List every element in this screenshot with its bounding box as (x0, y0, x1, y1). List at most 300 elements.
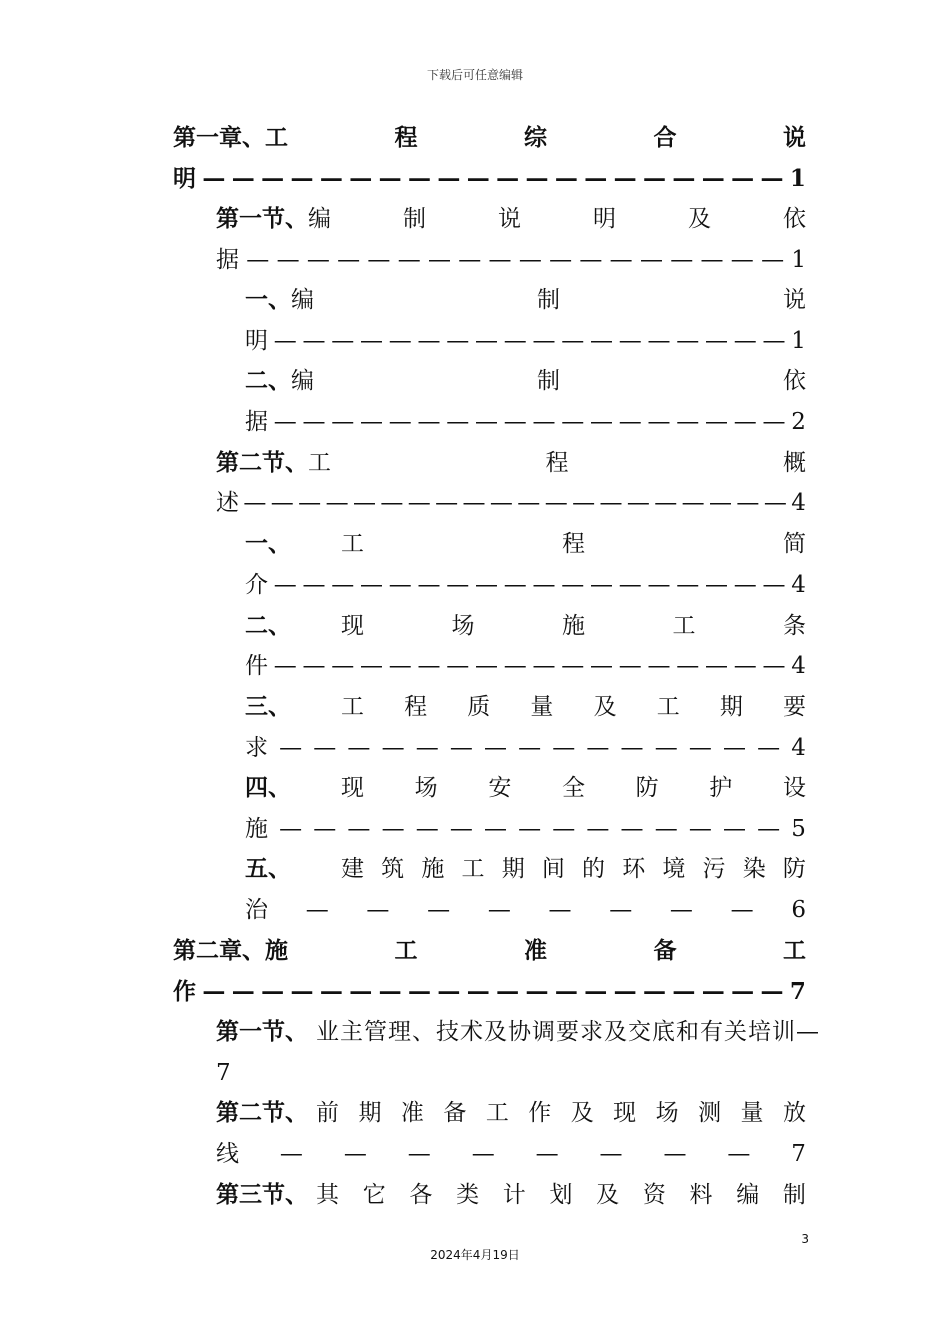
leader-dash: — (496, 165, 520, 192)
leader-dash: — (552, 735, 576, 761)
leader-dash: — (381, 816, 405, 842)
leader-dash: — (331, 572, 355, 598)
toc-entry-text (265, 118, 806, 158)
leader-dash: — (626, 490, 650, 516)
toc-entry-label: 第二节、 (216, 449, 308, 476)
toc-char: 其 (316, 1182, 339, 1208)
toc-line (245, 849, 806, 889)
toc-char: 件 (245, 653, 268, 679)
leader-dash: — (360, 572, 383, 598)
leader-dash: — (730, 247, 754, 273)
leader-dash: — (643, 165, 666, 192)
toc-char: 4 (791, 572, 806, 598)
page-date: 2024年4月19日 (430, 1248, 520, 1262)
toc-entry-text (173, 159, 806, 199)
toc-line (245, 280, 806, 320)
leader-dash: — (378, 165, 402, 192)
leader-dash: — (471, 1141, 495, 1167)
toc-char: 工 (341, 694, 364, 720)
toc-line (245, 890, 806, 930)
leader-dash: — (305, 897, 329, 923)
toc-char: 计 (502, 1182, 526, 1208)
toc-char: 1 (791, 328, 806, 354)
leader-dash: — (261, 165, 285, 192)
leader-dash: — (676, 328, 700, 354)
toc-entry-label: 第二章、 (173, 937, 265, 964)
toc-char: 概 (783, 450, 806, 476)
toc-char: 施 (265, 937, 288, 964)
toc-char: 制 (403, 206, 426, 232)
toc-char: 现 (341, 775, 364, 801)
toc-char: 放 (782, 1100, 806, 1126)
leader-dash: — (388, 653, 412, 679)
toc-line (245, 606, 806, 646)
toc-line (245, 728, 806, 768)
toc-char: 说 (498, 206, 521, 232)
toc-char: 程 (545, 450, 569, 476)
leader-dash: — (347, 816, 371, 842)
leader-dash: — (672, 165, 696, 192)
toc-char: 简 (783, 531, 806, 557)
toc-char: 1 (789, 165, 806, 192)
leader-dash: — (347, 735, 371, 761)
toc-entry-label: 第二节、 (216, 1099, 308, 1126)
toc-entry-text (316, 1175, 806, 1215)
toc-entry-text (245, 890, 806, 930)
toc-char: 述 (216, 490, 239, 516)
toc-entry-text (216, 240, 806, 280)
toc-char: 制 (782, 1182, 806, 1208)
leader-dash: — (325, 490, 349, 516)
leader-dash: — (672, 978, 696, 1005)
leader-dash: — (722, 735, 746, 761)
toc-char: 的 (582, 856, 606, 882)
leader-dash: — (483, 735, 507, 761)
leader-dash: — (388, 409, 412, 435)
leader-dash: — (620, 735, 644, 761)
leader-dash: — (763, 490, 787, 516)
toc-entry-text (291, 280, 806, 320)
leader-dash: — (618, 328, 642, 354)
toc-entry-label: 二、 (245, 612, 291, 639)
leader-dash: — (654, 816, 678, 842)
toc-char: 程 (562, 531, 585, 557)
toc-char: 现 (341, 613, 364, 639)
toc-line (216, 483, 806, 523)
toc-char: 工 (485, 1100, 509, 1126)
leader-dash: — (643, 978, 666, 1005)
toc-line (245, 402, 806, 442)
toc-entry-label: 一、 (245, 530, 291, 557)
leader-dash: — (705, 328, 728, 354)
leader-dash: — (609, 247, 633, 273)
leader-dash: — (762, 328, 786, 354)
toc-char: 依 (783, 206, 806, 232)
toc-char: 场 (655, 1100, 679, 1126)
leader-dash: — (618, 572, 642, 598)
toc-char: 间 (541, 856, 565, 882)
toc-char: 测 (698, 1100, 722, 1126)
leader-dash: — (446, 572, 470, 598)
toc-char: 期 (358, 1100, 382, 1126)
toc-char: 4 (791, 490, 806, 516)
toc-char: 说 (783, 124, 806, 151)
leader-dash: — (503, 409, 527, 435)
toc-entry-text (245, 728, 806, 768)
leader-dash: — (360, 328, 383, 354)
toc-char: 2 (791, 409, 806, 435)
leader-dash: — (360, 409, 383, 435)
leader-dash: — (302, 409, 326, 435)
leader-dash: — (532, 572, 556, 598)
toc-line (216, 199, 806, 239)
leader-dash: — (584, 978, 608, 1005)
leader-dash: — (544, 490, 568, 516)
leader-dash: — (446, 328, 470, 354)
toc-char: 期 (501, 856, 525, 882)
leader-dash: — (572, 490, 596, 516)
leader-dash: — (549, 247, 573, 273)
leader-dash: — (446, 409, 470, 435)
leader-dash: — (407, 490, 431, 516)
leader-dash: — (670, 247, 694, 273)
toc-char: 料 (689, 1182, 713, 1208)
leader-dash: — (731, 978, 755, 1005)
leader-dash: — (397, 247, 421, 273)
leader-dash: — (380, 490, 404, 516)
toc-char: 及 (570, 1100, 594, 1126)
leader-dash: — (647, 653, 671, 679)
leader-dash: — (518, 735, 542, 761)
leader-dash: — (552, 816, 576, 842)
leader-dash: — (618, 409, 642, 435)
leader-dash: — (760, 165, 784, 192)
leader-dash: — (313, 816, 337, 842)
toc-char: 境 (662, 856, 686, 882)
toc-char: 据 (216, 247, 239, 273)
leader-dash: — (586, 735, 610, 761)
toc-entry-text (291, 524, 806, 564)
toc-line (216, 1175, 806, 1215)
toc-entry-text (316, 1093, 806, 1133)
leader-dash: — (302, 572, 326, 598)
toc-char: 作 (528, 1100, 552, 1126)
leader-dash: — (586, 816, 610, 842)
leader-dash: — (279, 816, 303, 842)
toc-char: 程 (394, 124, 418, 151)
leader-dash: — (733, 409, 757, 435)
leader-dash: — (590, 653, 613, 679)
leader-dash: — (415, 816, 439, 842)
toc-char: 工 (672, 613, 696, 639)
toc-entry-text (291, 687, 806, 727)
toc-char: 编 (308, 206, 331, 232)
toc-char: 治 (245, 897, 268, 923)
leader-dash: — (518, 247, 542, 273)
toc-char: 综 (524, 124, 547, 151)
toc-char: 备 (443, 1100, 467, 1126)
leader-dash: — (613, 978, 637, 1005)
leader-dash: — (449, 735, 473, 761)
leader-dash: — (647, 572, 671, 598)
leader-dash: — (417, 653, 441, 679)
leader-dash: — (760, 978, 784, 1005)
leader-dash: — (475, 409, 498, 435)
leader-dash: — (261, 978, 285, 1005)
leader-dash: — (757, 735, 781, 761)
leader-dash: — (517, 490, 541, 516)
leader-dash: — (313, 735, 337, 761)
leader-dash: — (676, 572, 700, 598)
toc-char: 划 (549, 1182, 573, 1208)
toc-char: 工 (265, 124, 288, 151)
leader-dash: — (535, 1141, 559, 1167)
toc-line (216, 1093, 806, 1133)
leader-dash: — (609, 897, 633, 923)
leader-dash: — (273, 572, 297, 598)
leader-dash: — (554, 165, 578, 192)
leader-dash: — (273, 409, 297, 435)
leader-dash: — (681, 490, 705, 516)
leader-dash: — (584, 165, 608, 192)
leader-dash: — (427, 247, 451, 273)
toc-char: 6 (791, 897, 806, 923)
leader-dash: — (688, 816, 712, 842)
toc-entry-label: 二、 (245, 367, 291, 394)
toc-entry-label: 四、 (245, 774, 291, 801)
leader-dash: — (475, 328, 498, 354)
toc-char: 工 (783, 937, 806, 964)
toc-line (173, 972, 806, 1012)
toc-char: 要 (782, 694, 806, 720)
leader-dash: — (466, 978, 490, 1005)
leader-dash: — (458, 247, 482, 273)
leader-dash: — (590, 328, 613, 354)
leader-dash: — (231, 165, 255, 192)
toc-char: 编 (291, 287, 314, 313)
toc-char: 编 (736, 1182, 760, 1208)
leader-dash: — (548, 897, 572, 923)
toc-entry-text (216, 1134, 806, 1174)
leader-dash: — (579, 247, 603, 273)
leader-dash: — (496, 978, 520, 1005)
leader-dash: — (475, 572, 498, 598)
leader-dash: — (417, 572, 441, 598)
leader-dash: — (518, 816, 542, 842)
toc-char: 明 (245, 328, 268, 354)
leader-dash: — (705, 409, 728, 435)
leader-dash: — (408, 978, 431, 1005)
leader-dash: — (298, 490, 322, 516)
leader-dash: — (669, 897, 693, 923)
leader-dash: — (488, 247, 512, 273)
toc-entry-text (245, 565, 806, 605)
toc-line (245, 361, 806, 401)
toc-char: 期 (719, 694, 743, 720)
toc-char: 7 (789, 978, 806, 1005)
leader-dash: — (331, 328, 355, 354)
toc-char: 5 (791, 816, 806, 842)
leader-dash: — (417, 328, 441, 354)
leader-dash: — (343, 1141, 367, 1167)
toc-char: 前 (316, 1100, 339, 1126)
toc-char: 备 (653, 937, 677, 964)
leader-dash: — (408, 165, 431, 192)
leader-dash: — (306, 247, 330, 273)
leader-dash: — (727, 1141, 751, 1167)
toc-entry-text (265, 931, 806, 971)
leader-dash: — (730, 897, 754, 923)
leader-dash: — (279, 1141, 303, 1167)
toc-char: 工 (656, 694, 680, 720)
toc-line (245, 646, 806, 686)
toc-entry-text (308, 443, 806, 483)
leader-dash: — (761, 247, 785, 273)
toc-char: 质 (467, 694, 491, 720)
toc-entry-text: 业主管理、技术及协调要求及交底和有关培训— (316, 1019, 820, 1045)
leader-dash: — (700, 247, 724, 273)
toc-char: 资 (642, 1182, 666, 1208)
toc-entry-text (245, 321, 806, 361)
leader-dash: — (561, 653, 585, 679)
leader-dash: — (733, 653, 757, 679)
leader-dash: — (503, 328, 527, 354)
toc-char: 施 (421, 856, 445, 882)
toc-line (216, 1053, 806, 1093)
leader-dash: — (367, 247, 391, 273)
leader-dash: — (202, 165, 226, 192)
leader-dash: — (561, 328, 585, 354)
leader-dash: — (532, 328, 556, 354)
toc-char: 防 (782, 856, 806, 882)
leader-dash: — (273, 328, 297, 354)
leader-dash: — (647, 328, 671, 354)
toc-line (216, 1134, 806, 1174)
leader-dash: — (417, 409, 441, 435)
toc-entry-label: 五、 (245, 855, 291, 882)
toc-char: 7 (791, 1141, 806, 1167)
leader-dash: — (757, 816, 781, 842)
leader-dash: — (273, 653, 297, 679)
leader-dash: — (290, 978, 314, 1005)
leader-dash: — (337, 247, 361, 273)
leader-dash: — (599, 490, 623, 516)
toc-entry-label: 第一节、 (216, 1018, 308, 1045)
toc-char: 合 (653, 124, 677, 151)
toc-entry-label: 第三节、 (216, 1181, 308, 1208)
leader-dash: — (705, 653, 728, 679)
toc-char: 程 (404, 694, 428, 720)
toc-line (245, 687, 806, 727)
toc-line (173, 159, 806, 199)
toc-entry-label: 一、 (245, 286, 291, 313)
toc-entry-text (245, 809, 806, 849)
leader-dash: — (701, 978, 725, 1005)
toc-line (216, 240, 806, 280)
page-number: 3 (801, 1232, 809, 1246)
toc-char: 它 (362, 1182, 386, 1208)
toc-line (245, 524, 806, 564)
leader-dash: — (279, 735, 303, 761)
toc-entry-text (216, 483, 806, 523)
toc-entry-text: 7 (216, 1060, 231, 1086)
leader-dash: — (427, 897, 451, 923)
toc-line (245, 809, 806, 849)
leader-dash: — (302, 653, 326, 679)
leader-dash: — (415, 735, 439, 761)
leader-dash: — (475, 653, 498, 679)
leader-dash: — (366, 897, 390, 923)
leader-dash: — (590, 409, 613, 435)
toc-char: 4 (791, 653, 806, 679)
toc-char: 场 (451, 613, 475, 639)
leader-dash: — (446, 653, 470, 679)
leader-dash: — (731, 165, 755, 192)
toc-char: 及 (596, 1182, 620, 1208)
toc-entry-text (291, 768, 806, 808)
leader-dash: — (647, 409, 671, 435)
leader-dash: — (331, 409, 355, 435)
toc-char: 工 (341, 531, 364, 557)
toc-char: 全 (561, 775, 585, 801)
toc-entry-label: 第一章、 (173, 124, 265, 151)
leader-dash: — (202, 978, 226, 1005)
toc-char: 筑 (381, 856, 405, 882)
toc-entry-label: 第一节、 (216, 205, 308, 232)
toc-char: 场 (414, 775, 438, 801)
toc-char: 依 (783, 368, 806, 394)
toc-char: 介 (245, 572, 268, 598)
toc-char: 明 (173, 165, 196, 192)
toc-char: 各 (409, 1182, 433, 1208)
toc-char: 防 (635, 775, 659, 801)
leader-dash: — (302, 328, 326, 354)
leader-dash: — (449, 816, 473, 842)
leader-dash: — (381, 735, 405, 761)
leader-dash: — (561, 409, 585, 435)
leader-dash: — (319, 978, 343, 1005)
leader-dash: — (532, 653, 556, 679)
toc-char: 施 (245, 816, 268, 842)
leader-dash: — (654, 735, 678, 761)
toc-entry-text (173, 972, 806, 1012)
toc-entry-text (308, 199, 806, 239)
leader-dash: — (663, 1141, 687, 1167)
toc-char: 安 (488, 775, 512, 801)
leader-dash: — (676, 653, 700, 679)
toc-char: 求 (245, 735, 268, 761)
toc-line (245, 768, 806, 808)
toc-char: 作 (173, 978, 196, 1005)
leader-dash: — (705, 572, 728, 598)
leader-dash: — (561, 572, 585, 598)
leader-dash: — (483, 816, 507, 842)
toc-line (245, 321, 806, 361)
leader-dash: — (246, 247, 270, 273)
toc-char: 制 (537, 287, 560, 313)
leader-dash: — (618, 653, 642, 679)
toc-char: 据 (245, 409, 268, 435)
leader-dash: — (270, 490, 294, 516)
toc-char: 施 (562, 613, 585, 639)
leader-dash: — (466, 165, 490, 192)
leader-dash: — (276, 247, 300, 273)
leader-dash: — (360, 653, 383, 679)
toc-entry-text (291, 849, 806, 889)
leader-dash: — (762, 653, 786, 679)
toc-line (173, 118, 806, 158)
toc-char: 设 (782, 775, 806, 801)
